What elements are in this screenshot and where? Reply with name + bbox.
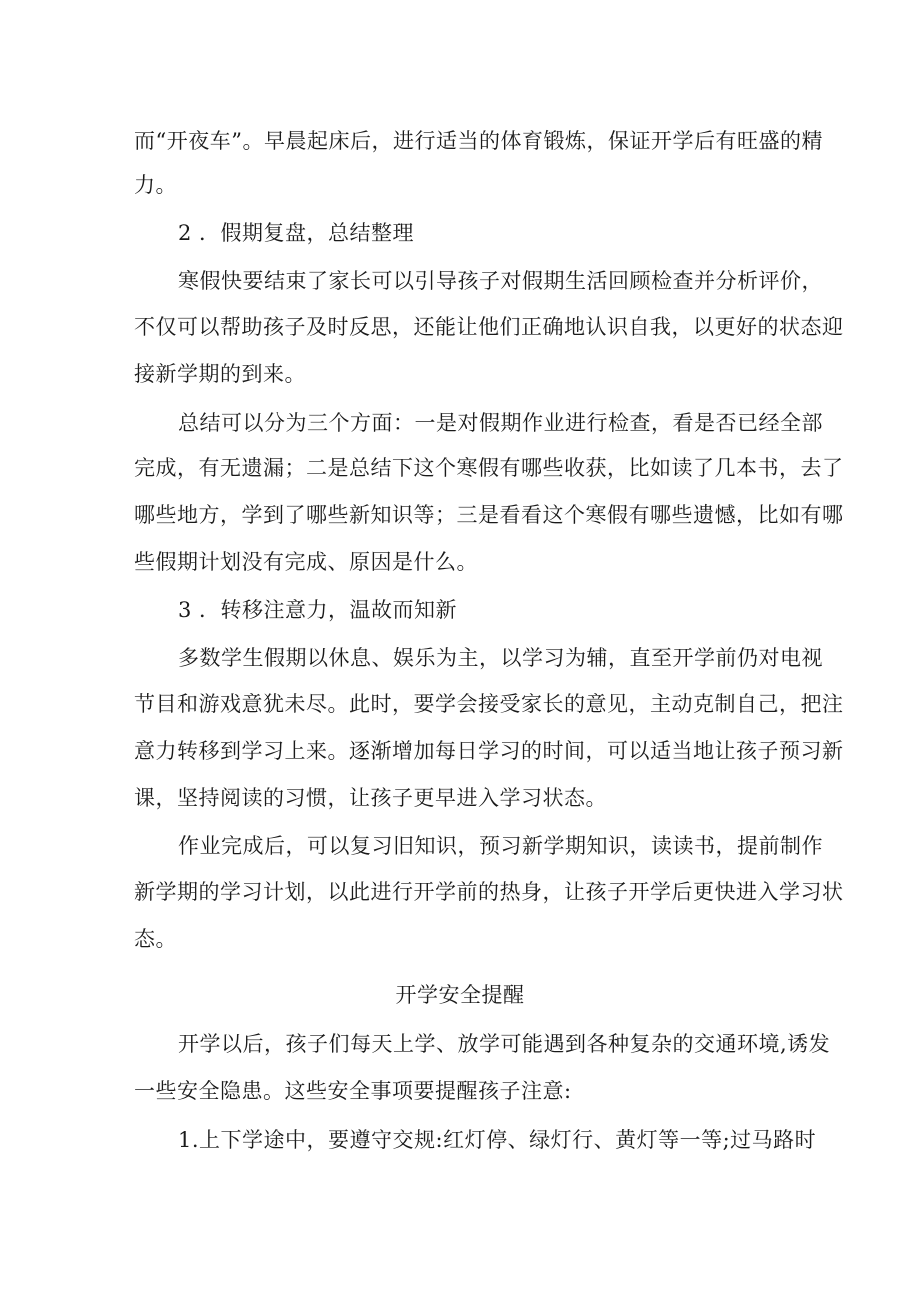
paragraph-line: 而“开夜车”。早晨起床后，进行适当的体育锻炼，保证开学后有旺盛的精 [134, 129, 823, 153]
section-title: 开学安全提醒 [395, 983, 525, 1007]
paragraph-line: 完成，有无遗漏；二是总结下这个寒假有哪些收获，比如读了几本书，去了 [134, 456, 844, 480]
paragraph-line: 多数学生假期以休息、娱乐为主，以学习为辅，直至开学前仍对电视 [178, 646, 823, 670]
paragraph-line: 开学以后，孩子们每天上学、放学可能遇到各种复杂的交通环境,诱发 [178, 1032, 831, 1056]
paragraph-line: 1.上下学途中，要遵守交规:红灯停、绿灯行、黄灯等一等;过马路时 [178, 1128, 817, 1152]
paragraph-line: 一些安全隐患。这些安全事项要提醒孩子注意: [134, 1079, 572, 1103]
paragraph-line: 课，坚持阅读的习惯，让孩子更早进入学习状态。 [134, 786, 607, 810]
paragraph-line: 些假期计划没有完成、原因是什么。 [134, 550, 478, 574]
paragraph-line: 哪些地方，学到了哪些新知识等；三是看看这个寒假有哪些遗憾，比如有哪 [134, 503, 844, 527]
paragraph-line: 接新学期的到来。 [134, 362, 306, 386]
section-heading-2: 2 ．假期复盘，总结整理 [178, 221, 415, 245]
section-heading-3: 3 ．转移注意力，温故而知新 [178, 598, 458, 622]
paragraph-line: 力。 [134, 173, 177, 197]
paragraph-line: 意力转移到学习上来。逐渐增加每日学习的时间，可以适当地让孩子预习新 [134, 739, 844, 763]
paragraph-line: 节目和游戏意犹未尽。此时，要学会接受家长的意见，主动克制自己，把注 [134, 692, 844, 716]
paragraph-line: 不仅可以帮助孩子及时反思，还能让他们正确地认识自我，以更好的状态迎 [134, 315, 844, 339]
paragraph-line: 态。 [134, 927, 177, 951]
paragraph-line: 作业完成后，可以复习旧知识，预习新学期知识，读读书，提前制作 [178, 834, 823, 858]
paragraph-line: 总结可以分为三个方面：一是对假期作业进行检查，看是否已经全部 [178, 411, 823, 435]
paragraph-line: 寒假快要结束了家长可以引导孩子对假期生活回顾检查并分析评价， [178, 269, 823, 293]
paragraph-line: 新学期的学习计划，以此进行开学前的热身，让孩子开学后更快进入学习状 [134, 880, 844, 904]
